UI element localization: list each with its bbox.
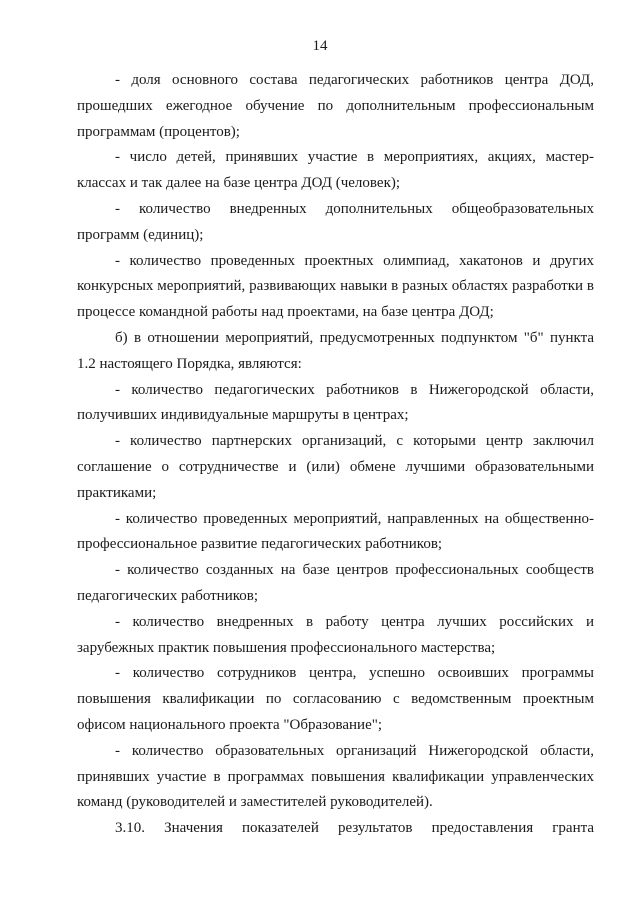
- paragraph: - количество партнерских организаций, с которыми центр заключил соглашение о сотрудничестве и (или) обмене лучшими образовательными практиками;: [77, 433, 594, 501]
- paragraph: - количество проведенных мероприятий, направленных на общественно-профессиональное развитие педагогических работников;: [77, 510, 594, 553]
- paragraph: - количество внедренных в работу центра лучших российских и зарубежных практик повышения профессионального мастерства;: [77, 613, 594, 656]
- paragraph: - доля основного состава педагогических работников центра ДОД, прошедших ежегодное обучение по дополнительным профессиональным программам (процентов);: [77, 72, 594, 140]
- paragraph: 3.10. Значения показателей результатов предоставления гранта: [115, 820, 594, 837]
- paragraph: - количество созданных на базе центров профессиональных сообществ педагогических работников;: [77, 562, 594, 604]
- page-number: 14: [312, 38, 328, 54]
- paragraph: - количество проведенных проектных олимпиад, хакатонов и других конкурсных мероприятий, развивающих навыки в разных областях разработки в процессе командной работы над проектами, на базе центра ДОД;: [77, 252, 594, 321]
- document-body: [77, 68, 594, 842]
- paragraph: - количество педагогических работников в Нижегородской области, получивших индивидуальные маршруты в центрах;: [77, 381, 594, 424]
- paragraph: - количество образовательных организаций Нижегородской области, принявших участие в программах повышения квалификации управленческих команд (руководителей и заместителей руководителей).: [77, 742, 594, 811]
- paragraph: - количество внедренных дополнительных общеобразовательных программ (единиц);: [77, 200, 594, 243]
- paragraph: - число детей, принявших участие в мероприятиях, акциях, мастер-классах и так далее на базе центра ДОД (человек);: [77, 149, 594, 192]
- paragraph: б) в отношении мероприятий, предусмотренных подпунктом "б" пункта 1.2 настоящего Порядка, являются:: [77, 329, 594, 372]
- paragraph: - количество сотрудников центра, успешно освоивших программы повышения квалификации по согласованию с ведомственным проектным офисом национального проекта "Образование";: [77, 665, 594, 733]
